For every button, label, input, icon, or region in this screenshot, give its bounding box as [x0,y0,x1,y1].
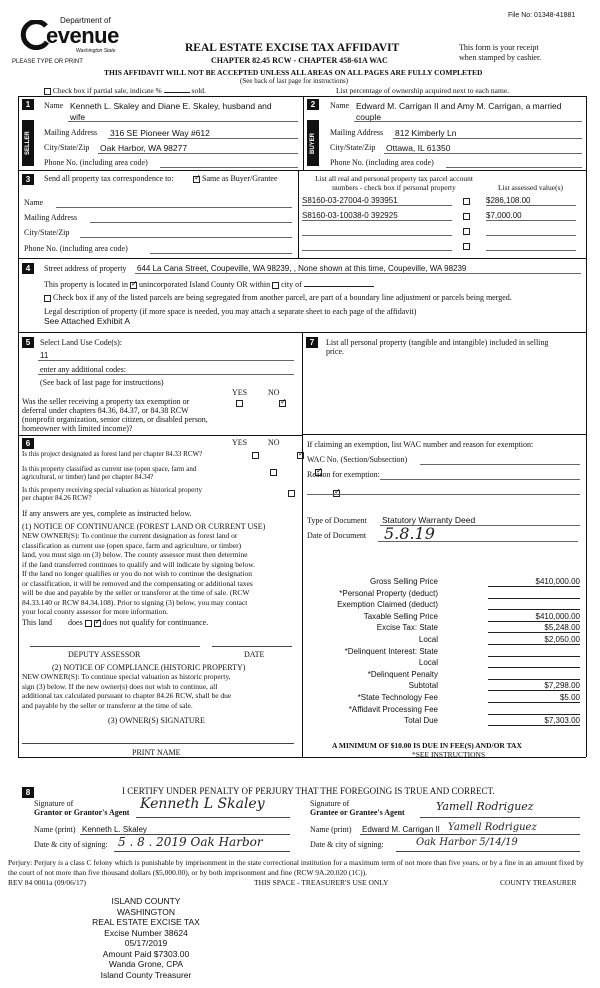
notice-line: additional tax calculated pursuant to chapter 84.26 RCW, shall be due [22,691,232,700]
seller-city-label: City/State/Zip [44,143,90,152]
buyer-mail-value: 812 Kimberly Ln [395,128,457,138]
does-checkbox[interactable] [85,620,92,627]
land-use-label: Select Land Use Code(s): [40,338,122,347]
rev-number: REV 84 0001a (09/06/17) [8,878,86,887]
buyer-city-value: Ottawa, IL 61350 [386,143,451,153]
s3-city-label: City/State/Zip [24,228,70,237]
seller-city-value: Oak Harbor, WA 98277 [100,143,188,153]
seller-name-line2: wife [70,112,86,122]
segregated-checkbox[interactable] [44,295,51,302]
additional-codes: enter any additional codes: [40,365,126,374]
land-use-value: 11 [40,351,49,360]
s3-name-label: Name [24,198,44,207]
fee-label: Gross Selling Price [369,577,438,586]
legal-label: Legal description of property (if more space is needed, you may attach a separate sheet to each page of the affidavit) [44,307,417,316]
section-3-number: 3 [22,174,34,185]
section-2-number: 2 [307,99,319,110]
deputy-assessor: DEPUTY ASSESSOR [68,650,141,659]
treasurer-stamp [86,896,206,980]
exemption-question: Was the seller receiving a property tax exemption or deferral under chapters 84.36, 84.37, or 84.38 RCW (nonprofit organization, senior citizen, or disabled person, homeowner with limited income)? [22,397,208,433]
notice-line: If the land no longer qualifies or you do not wish to continue the designation [22,569,252,578]
s5-yes: YES [232,388,248,397]
street-value: 644 La Cana Street, Coupeville, WA 98239, , None shown at this time, Coupeville, WA 98239 [137,264,467,273]
notice-line: classification as current use (open space, farm and agriculture, or timber) [22,540,242,550]
grantor-sig-label-2: Grantor or Grantor's Agent [34,808,130,817]
s6-no: NO [268,438,280,447]
stamp-line: 05/17/2019 [124,938,168,948]
grantee-date-value: Oak Harbor 5/14/19 [416,837,518,848]
exemption-no-checkbox[interactable] [279,400,286,407]
fee-label: Local [418,635,438,644]
doc-date-label: Date of Document [307,531,367,540]
seller-mail-label: Mailing Address [44,128,98,137]
fee-label: *Affidavit Processing Fee [348,704,438,714]
parcel-header: List all real and personal property tax parcel account numbers - check box if personal property [315,174,473,192]
buyer-name-label: Name [330,101,350,110]
s6-yes: YES [232,438,248,447]
forest-no-checkbox[interactable] [297,452,304,459]
section-4-number: 4 [22,263,34,274]
grantee-name-label: Name (print) [310,825,352,834]
parcel-number [302,226,452,236]
personal-property-checkbox[interactable] [463,213,470,220]
notice-compliance-body [22,672,300,710]
warning-text: THIS AFFIDAVIT WILL NOT BE ACCEPTED UNLESS ALL AREAS ON ALL PAGES ARE FULLY COMPLETED [104,68,483,77]
fee-amount [488,670,580,680]
grantee-signature: Yamell Rodriguez [436,800,534,813]
notice-line: sign (3) below. If the new owner(s) does not wish to continue, all [22,681,218,691]
fee-amount: $410,000.00 [488,612,580,622]
located-in: This property is located in ✓ unincorporated Island County OR within city of [44,280,374,289]
s3-phone-label: Phone No. (including area code) [24,244,128,253]
seller-name-line1: Kenneth L. Skaley and Diane E. Skaley, husband and [70,101,272,111]
fee-amount: $7,298.00 [488,681,580,691]
grantor-name-label: Name (print) [34,825,76,834]
parcel-row [302,196,582,208]
section-6-number: 6 [22,438,34,449]
fee-label: *Delinquent Interest: State [344,646,438,656]
buyer-phone-label: Phone No. (including area code) [330,158,434,167]
fee-label: Local [418,658,438,668]
street-label: Street address of property [44,264,127,273]
parcel-assessed-value [486,241,576,251]
fee-label: *State Technology Fee [357,693,438,702]
grantor-name-value: Kenneth L. Skaley [82,825,147,834]
s3-mail-label: Mailing Address [24,213,78,222]
grantee-name-handwritten: Yamell Rodriguez [448,822,537,833]
grantee-name-value: Edward M. Carrigan II [362,825,440,834]
exemption-claim-label: If claiming an exemption, list WAC number and reason for exemption: [307,440,534,449]
buyer-mail-label: Mailing Address [330,128,384,137]
stamp-line: Wanda Grone, CPA [108,959,184,969]
notice-line: or classification, it will be removed and the compensating or additional taxes [22,578,253,588]
forest-yes-checkbox[interactable] [252,452,259,459]
receipt-note-2: when stamped by cashier. [459,53,542,62]
partial-sale: Check box if partial sale, indicate % sold. [44,86,206,95]
notice-line: NEW OWNER(S): To continue special valuation as historic property, [22,672,231,681]
fee-row [300,635,580,646]
fee-amount [488,658,580,668]
grantor-signature: Kenneth L Skaley [140,796,265,812]
form-title: REAL ESTATE EXCISE TAX AFFIDAVIT [185,42,400,54]
grantee-date-label: Date & city of signing: [310,840,384,849]
send-correspondence-label: Send all property tax correspondence to: [44,174,174,183]
fee-row [300,589,580,600]
reason-label: Reason for exemption: [307,470,380,479]
logo-state: Washington State [76,48,116,54]
fee-row [300,670,580,681]
fee-amount: $2,050.00 [488,635,580,645]
seller-side-label: SELLER GRANTOR [22,120,34,166]
historic-yes-checkbox[interactable] [288,490,295,497]
historic-question: Is this property receiving special valuation as historical property per chapter 84.26 RCW? [22,486,203,502]
fee-amount: $7,303.00 [488,716,580,726]
doc-date-value: 5.8.19 [384,524,435,543]
print-name-label: PRINT NAME [132,748,181,757]
grantor-sig-label-1: Signature of [34,799,74,808]
fee-label: Taxable Selling Price [363,611,438,621]
current-use-yes-checkbox[interactable] [270,469,277,476]
fee-amount: $5,248.00 [488,623,580,633]
county-treasurer: COUNTY TREASURER [500,878,577,887]
current-use-question: Is this property classified as current use (open space, farm and agricultural, or timber) land per chapter 84.34? [22,465,197,481]
does-not-checkbox[interactable] [94,620,101,627]
segregated: Check box if any of the listed parcels are being segregated from another parcel, are part of a boundary line adjustment or parcels being merged. [44,293,512,302]
dor-logo [20,14,130,64]
personal-property-label: List all personal property (tangible and intangible) included in selling price. [326,338,549,356]
logo-department: Department of [60,16,111,25]
fee-label: Subtotal [408,681,438,691]
fee-row [300,716,580,727]
see-instructions: *SEE INSTRUCTIONS [412,750,486,759]
notice-continuance-body [22,531,300,617]
owner-signature-label: (3) OWNER(S) SIGNATURE [108,716,205,725]
stamp-line: Island County Treasurer [100,969,192,980]
same-as-buyer-checkbox[interactable] [193,176,200,183]
fee-amount: $5.00 [488,693,580,703]
seller-name-label: Name [44,101,64,110]
grantee-sig-label-1: Signature of [310,799,350,808]
buyer-side-label: BUYER GRANTEE [307,120,319,166]
legal-value: See Attached Exhibit A [44,316,131,326]
file-number: File No: 01348-41881 [508,12,576,19]
fee-label: Exemption Claimed (deduct) [337,600,438,610]
fee-row [300,623,580,634]
certify-text: I CERTIFY UNDER PENALTY OF PERJURY THAT THE FOREGOING IS TRUE AND CORRECT. [122,786,495,796]
please-type: PLEASE TYPE OR PRINT [12,59,83,65]
fee-amount [488,647,580,657]
stamp-line: Excise Number 38624 [104,927,188,938]
doc-type-label: Type of Document [307,516,367,525]
parcel-row [302,241,582,253]
form-subtitle: CHAPTER 82.45 RCW - CHAPTER 458-61A WAC [211,56,388,65]
fee-row [300,658,580,669]
logo-word: evenue [46,23,119,48]
section-1-number: 1 [22,99,34,110]
parcel-row [302,211,582,223]
fee-row [300,577,580,588]
deputy-date: DATE [244,650,265,659]
stamp-line: ISLAND COUNTY WASHINGTON [111,896,181,917]
wac-label: WAC No. (Section/Subsection) [307,455,408,464]
fee-label: Excise Tax: State [376,623,438,633]
fee-row [300,705,580,716]
city-of-checkbox[interactable] [272,282,279,289]
personal-property-checkbox[interactable] [463,198,470,205]
section-7-number: 7 [306,337,318,348]
perjury-text: Perjury: Perjury is a class C felony which is punishable by imprisonment in the state correctional institution for a maximum term of not more than five years, or by a fine in an amount fixed by the court of not more than five thousand dollars ($5,000.00), or by both imprisonment and fine (RCW 9A.20.020 (1C)). [8,858,584,877]
fee-row [300,693,580,704]
parcel-assessed-value: $7,000.00 [486,211,576,221]
buyer-name-line1: Edward M. Carrigan II and Amy M. Carrigan, a married [356,101,562,111]
parcel-row [302,226,582,238]
minimum-due: A MINIMUM OF $10.00 IS DUE IN FEE(S) AND/OR TAX [332,741,522,750]
seller-phone-label: Phone No. (including area code) [44,158,148,167]
notice-compliance-title: (2) NOTICE OF COMPLIANCE (HISTORIC PROPERTY) [52,663,246,672]
treasurer-space: THIS SPACE - TREASURER'S USE ONLY [254,878,389,887]
doc-type-value: Statutory Warranty Deed [382,515,476,525]
section-5-number: 5 [22,337,34,348]
receipt-note-1: This form is your receipt [459,43,539,52]
fee-row [300,600,580,611]
fee-amount [488,589,580,599]
grantor-date-value: 5 . 8 . 2019 Oak Harbor [118,835,263,849]
stamp-line: REAL ESTATE EXCISE TAX [92,917,200,927]
fee-amount [488,705,580,715]
fee-label: *Personal Property (deduct) [339,588,438,598]
notice-line: if the land transferred continues to qualify and will indicate by signing below. [22,559,255,569]
personal-property-checkbox[interactable] [463,243,470,250]
notice-continuance-title: (1) NOTICE OF CONTINUANCE (FOREST LAND OR CURRENT USE) [22,522,266,531]
assessed-header: List assessed value(s) [498,183,563,192]
grantor-date-label: Date & city of signing: [34,840,108,849]
notice-line: and payable by the seller or transferor at the time of sale. [22,700,193,710]
parcel-assessed-value: $286,108.00 [486,196,576,206]
notice-line: NEW OWNER(S): To continue the current designation as forest land or [22,531,238,540]
fee-amount: $410,000.00 [488,577,580,587]
buyer-city-label: City/State/Zip [330,143,376,152]
same-as-buyer: ✓ Same as Buyer/Grantee [193,174,278,183]
unincorporated-checkbox[interactable] [130,282,137,289]
stamp-line: Amount Paid $7303.00 [102,948,190,959]
fee-row [300,612,580,623]
parcel-number [302,241,452,251]
seller-mail-value: 316 SE Pioneer Way #612 [110,128,210,138]
s5-see-back: (See back of last page for instructions) [40,378,164,387]
notice-line: will be due and payable by the seller or transferor at the time of sale. (RCW [22,588,250,597]
parcel-number: S8160-03-27004-0 393951 [302,196,452,206]
section-8-number: 8 [22,787,34,798]
continuance-line: This land does ✓ does not qualify for continuance. [22,618,208,627]
fee-amount [488,600,580,610]
exemption-yes-checkbox[interactable] [236,400,243,407]
notice-line: 84.33.140 or RCW 84.34.108). Prior to signing (3) below, you may contact [22,597,248,607]
personal-property-checkbox[interactable] [463,228,470,235]
notice-line: land, you must sign on (3) below. The county assessor must then determine [22,550,248,559]
list-percentage: List percentage of ownership acquired next to each name. [336,86,510,95]
partial-sale-checkbox[interactable] [44,88,51,95]
fee-row [300,647,580,658]
if-yes-text: If any answers are yes, complete as instructed below. [22,509,192,518]
fee-label: *Delinquent Penalty [367,669,438,679]
s5-no: NO [268,388,280,397]
forest-question: Is this project designated as forest land per chapter 84.33 RCW? [22,450,203,458]
notice-line: your local county assessor for more information. [22,607,169,616]
fee-label: Total Due [404,716,438,726]
parcel-number: S8160-03-10038-0 392925 [302,211,452,221]
fee-row [300,681,580,692]
parcel-assessed-value [486,226,576,236]
grantee-sig-label-2: Grantee or Grantee's Agent [310,808,405,817]
buyer-name-line2: couple [356,112,382,122]
see-back: (See back of last page for instructions) [240,77,349,85]
